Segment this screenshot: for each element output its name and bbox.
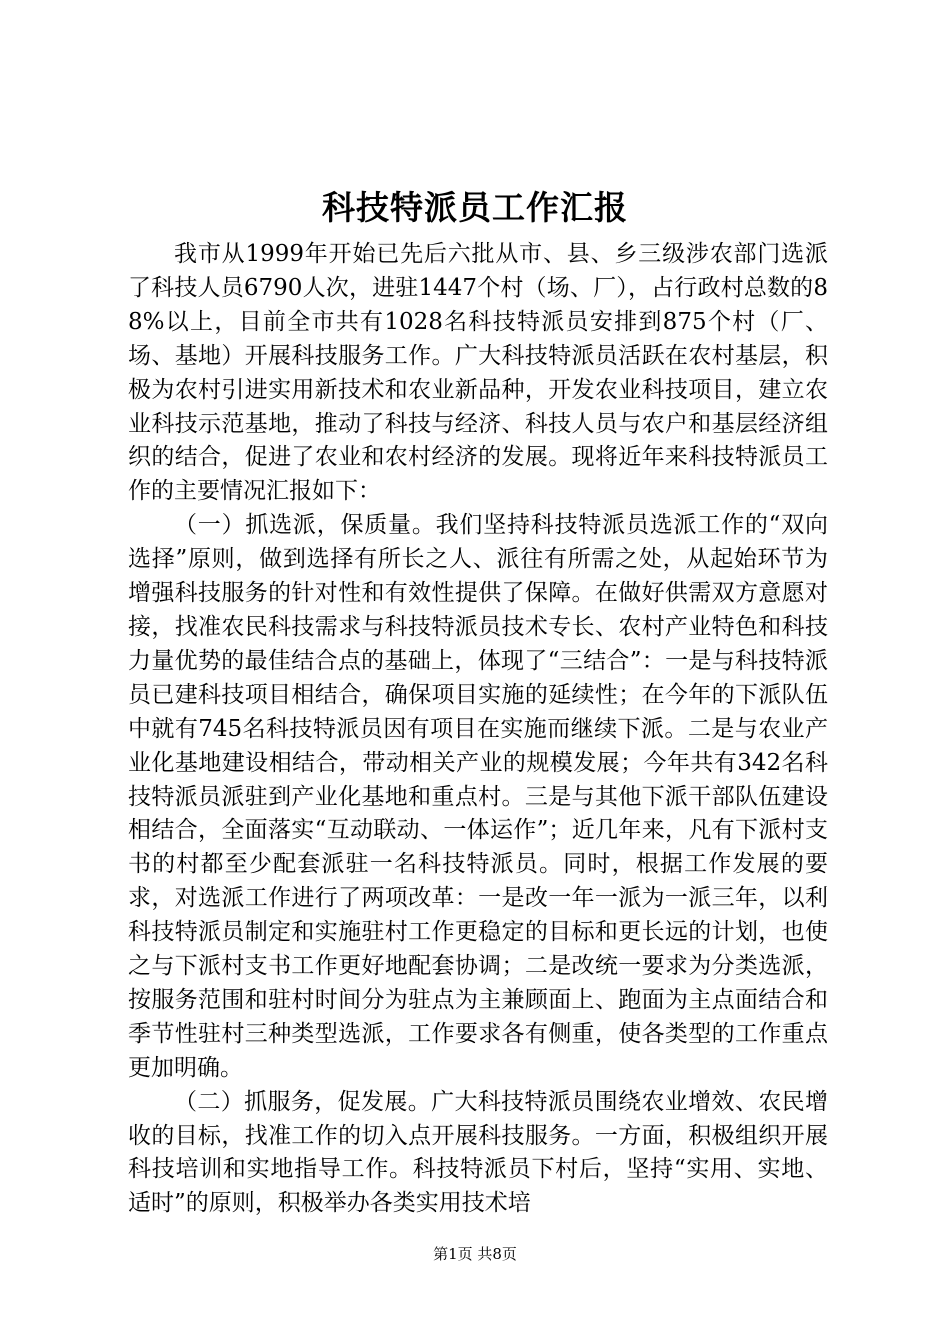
paragraph-service: （二）抓服务，促发展。广大科技特派员围绕农业增效、农民增收的目标，找准工作的切入点开展科技服务。一方面，积极组织开展科技培训和实地指导工作。科技特派员下村后，坚持“实用、实地、适时”的原则，积极举办各类实用技术培 <box>128 1088 828 1217</box>
document-title: 科技特派员工作汇报 <box>322 188 628 227</box>
paragraph-intro: 我市从1999年开始已先后六批从市、县、乡三级涉农部门选派了科技人员6790人次，进驻1447个村（场、厂），占行政村总数的88%以上，目前全市共有1028名科技特派员安排到875个村（厂、场、基地）开展科技服务工作。广大科技特派员活跃在农村基层，积极为农村引进实用新技术和农业新品种，开发农业科技项目，建立农业科技示范基地，推动了科技与经济、科技人员与农户和基层经济组织的结合，促进了农业和农村经济的发展。现将近年来科技特派员工作的主要情况汇报如下： <box>128 241 828 505</box>
page-footer: 第1页 共8页 <box>433 1245 517 1263</box>
document-body <box>128 238 828 1221</box>
paragraph-selection: （一）抓选派，保质量。我们坚持科技特派员选派工作的“双向选择”原则，做到选择有所长之人、派往有所需之处，从起始环节为增强科技服务的针对性和有效性提供了保障。在做好供需双方意愿对接，找准农民科技需求与科技特派员技术专长、农村产业特色和科技力量优势的最佳结合点的基础上，体现了“三结合”：一是与科技特派员已建科技项目相结合，确保项目实施的延续性；在今年的下派队伍中就有745名科技特派员因有项目在实施而继续下派。二是与农业产业化基地建设相结合，带动相关产业的规模发展；今年共有342名科技特派员派驻到产业化基地和重点村。三是与其他下派干部队伍建设相结合，全面落实“互动联动、一体运作”；近几年来，凡有下派村支书的村都至少配套派驻一名科技特派员。同时，根据工作发展的要求，对选派工作进行了两项改革：一是改一年一派为一派三年，以利科技特派员制定和实施驻村工作更稳定的目标和更长远的计划，也使之与下派村支书工作更好地配套协调；二是改统一要求为分类选派，按服务范围和驻村时间分为驻点为主兼顾面上、跑面为主点面结合和季节性驻村三种类型选派，工作要求各有侧重，使各类型的工作重点更加明确。 <box>128 512 828 1081</box>
